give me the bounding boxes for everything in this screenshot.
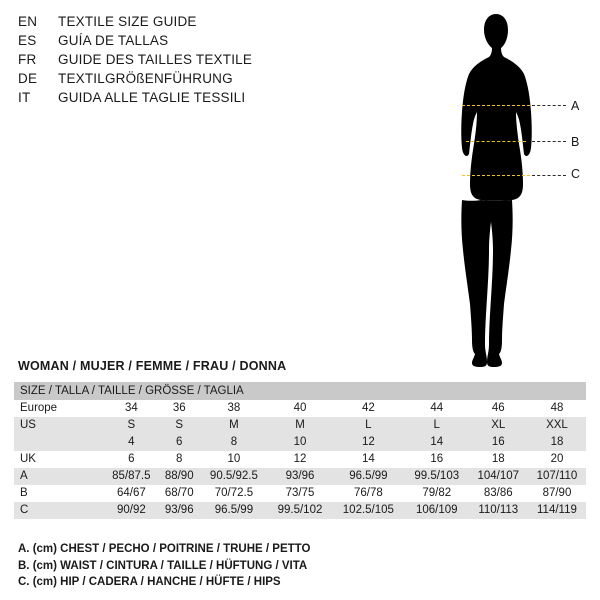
measure-line-hip	[462, 175, 530, 176]
footnote-b: B. (cm) WAIST / CINTURA / TAILLE / HÜFTUNG / VITA	[18, 559, 308, 572]
cell: 18	[528, 434, 586, 451]
cell: 10	[268, 434, 332, 451]
cell: 107/110	[528, 468, 586, 485]
language-row-en	[18, 14, 438, 33]
cell: 12	[332, 434, 405, 451]
cell: 79/82	[405, 485, 469, 502]
leader-line-c	[532, 175, 566, 176]
row-label-europe: Europe	[14, 400, 104, 417]
cell: 8	[200, 434, 268, 451]
cell: 90/92	[104, 502, 159, 519]
footnote-c: C. (cm) HIP / CADERA / HANCHE / HÜFTE / HIPS	[18, 576, 281, 588]
cell: 42	[332, 400, 405, 417]
table-row	[14, 451, 586, 468]
size-table	[14, 382, 586, 519]
language-row-es	[18, 33, 438, 52]
cell: 73/75	[268, 485, 332, 502]
cell: 110/113	[469, 502, 528, 519]
cell: 87/90	[528, 485, 586, 502]
cell: 93/96	[268, 468, 332, 485]
cell: 34	[104, 400, 159, 417]
table-header-label: SIZE / TALLA / TAILLE / GRÖSSE / TAGLIA	[14, 382, 586, 400]
cell: 85/87.5	[104, 468, 159, 485]
language-title-en: TEXTILE SIZE GUIDE	[58, 14, 197, 29]
female-silhouette-icon	[440, 8, 590, 373]
footnotes	[18, 541, 310, 591]
language-code-it: IT	[18, 90, 31, 105]
cell: 76/78	[332, 485, 405, 502]
group-label: WOMAN / MUJER / FEMME / FRAU / DONNA	[18, 359, 287, 373]
cell: 70/72.5	[200, 485, 268, 502]
language-row-de	[18, 71, 438, 90]
leader-line-b	[532, 141, 566, 142]
figure-marker-b: B	[571, 135, 580, 149]
language-row-fr	[18, 52, 438, 71]
cell: S	[104, 417, 159, 434]
language-title-it: GUIDA ALLE TAGLIE TESSILI	[58, 90, 246, 105]
table-row	[14, 400, 586, 417]
cell: 18	[469, 451, 528, 468]
cell: 12	[268, 451, 332, 468]
language-header-block	[18, 14, 438, 109]
cell: 16	[405, 451, 469, 468]
cell: 114/119	[528, 502, 586, 519]
cell: 106/109	[405, 502, 469, 519]
cell: 88/90	[159, 468, 200, 485]
measure-line-chest	[462, 105, 530, 106]
table-row	[14, 434, 586, 451]
table-row	[14, 417, 586, 434]
cell: 96.5/99	[332, 468, 405, 485]
cell: 16	[469, 434, 528, 451]
cell: 6	[104, 451, 159, 468]
cell: 83/86	[469, 485, 528, 502]
cell: 6	[159, 434, 200, 451]
cell: 10	[200, 451, 268, 468]
cell: XXL	[528, 417, 586, 434]
row-label-b: B	[14, 485, 104, 502]
language-code-fr: FR	[18, 52, 37, 67]
leader-line-a	[532, 105, 566, 106]
row-label-a: A	[14, 468, 104, 485]
cell: 99.5/103	[405, 468, 469, 485]
cell: 38	[200, 400, 268, 417]
cell: M	[200, 417, 268, 434]
language-title-de: TEXTILGRÖßENFÜHRUNG	[58, 71, 233, 86]
table-row	[14, 485, 586, 502]
table-header-row	[14, 382, 586, 400]
language-title-es: GUÍA DE TALLAS	[58, 33, 169, 48]
language-code-es: ES	[18, 33, 37, 48]
cell: 48	[528, 400, 586, 417]
cell: 14	[332, 451, 405, 468]
language-title-fr: GUIDE DES TAILLES TEXTILE	[58, 52, 253, 67]
row-label-uk: UK	[14, 451, 104, 468]
cell: S	[159, 417, 200, 434]
language-code-de: DE	[18, 71, 38, 86]
cell: L	[332, 417, 405, 434]
figure-marker-a: A	[571, 99, 580, 113]
cell: 96.5/99	[200, 502, 268, 519]
cell: 20	[528, 451, 586, 468]
body-figure	[440, 8, 590, 373]
language-code-en: EN	[18, 14, 38, 29]
cell: 8	[159, 451, 200, 468]
cell: 40	[268, 400, 332, 417]
row-label-us: US	[14, 417, 104, 434]
cell: 64/67	[104, 485, 159, 502]
cell: XL	[469, 417, 528, 434]
cell: 99.5/102	[268, 502, 332, 519]
cell: 104/107	[469, 468, 528, 485]
cell: L	[405, 417, 469, 434]
cell: M	[268, 417, 332, 434]
table-row	[14, 468, 586, 485]
cell: 14	[405, 434, 469, 451]
cell: 68/70	[159, 485, 200, 502]
table-row	[14, 502, 586, 519]
cell: 36	[159, 400, 200, 417]
row-label-us-numeric	[14, 434, 104, 451]
cell: 102.5/105	[332, 502, 405, 519]
footnote-a: A. (cm) CHEST / PECHO / POITRINE / TRUHE / PETTO	[18, 543, 311, 555]
language-row-it	[18, 90, 438, 109]
cell: 44	[405, 400, 469, 417]
cell: 93/96	[159, 502, 200, 519]
row-label-c: C	[14, 502, 104, 519]
figure-marker-c: C	[571, 167, 581, 181]
measure-line-waist	[466, 141, 526, 142]
cell: 46	[469, 400, 528, 417]
cell: 4	[104, 434, 159, 451]
cell: 90.5/92.5	[200, 468, 268, 485]
